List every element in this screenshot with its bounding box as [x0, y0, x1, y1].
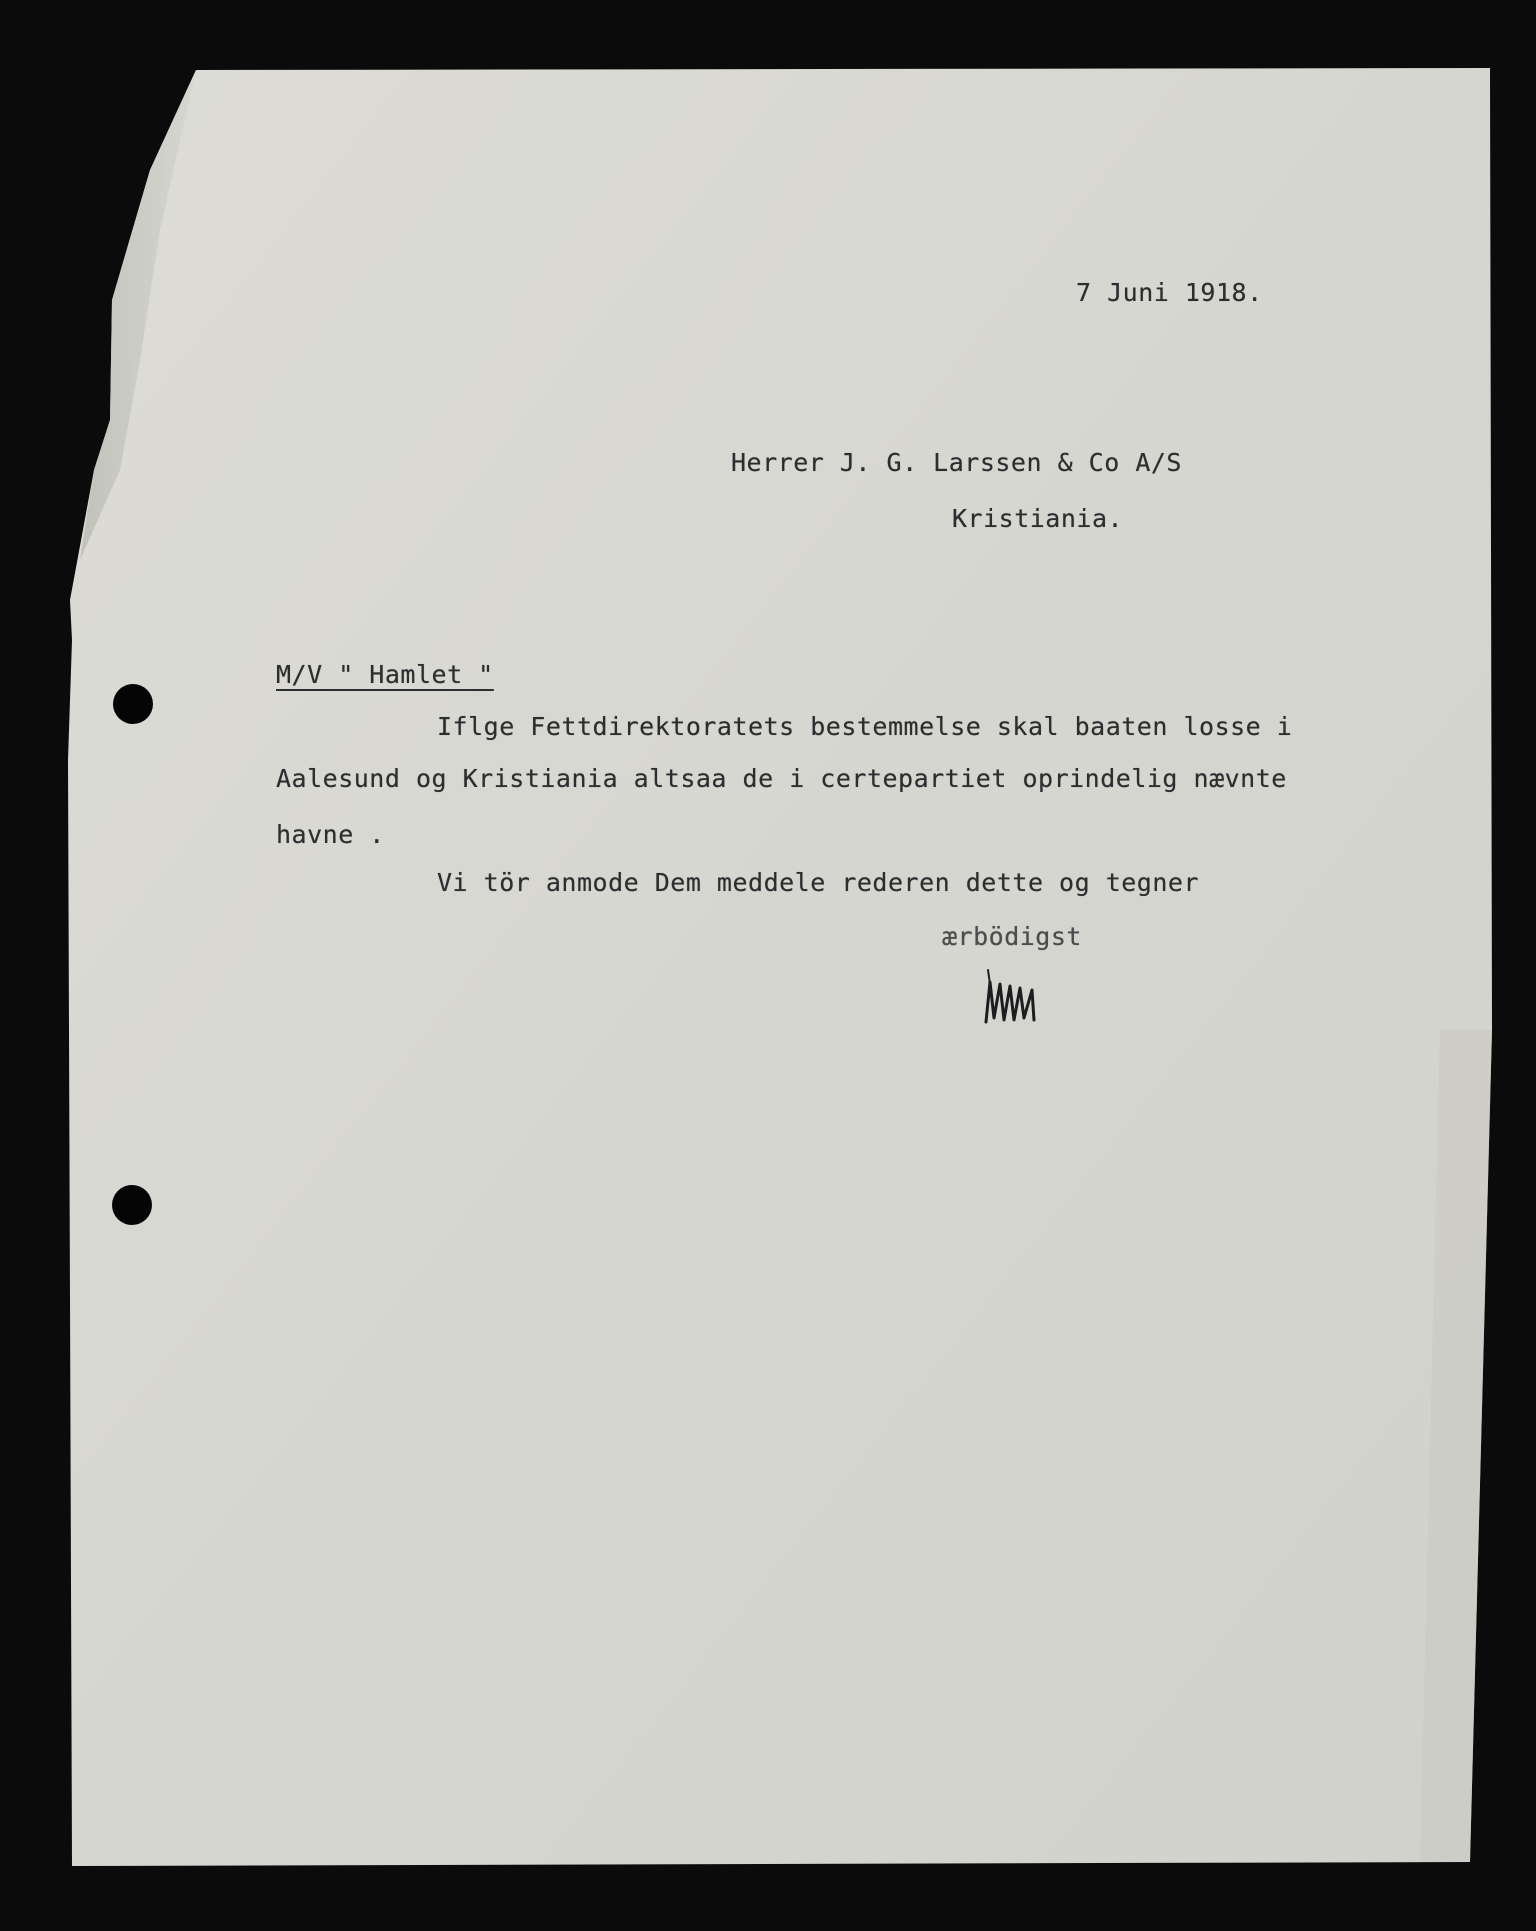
letter-date: 7 Juni 1918.: [1076, 278, 1263, 307]
letter-closing: ærbödigst: [942, 922, 1082, 951]
handwritten-signature: [980, 960, 1040, 1030]
punch-hole-top: [113, 684, 153, 724]
letter-subject: M/V " Hamlet ": [276, 660, 494, 689]
recipient-city: Kristiania.: [952, 504, 1124, 533]
punch-hole-bottom: [112, 1185, 152, 1225]
body-line: Iflge Fettdirektoratets bestemmelse skal baaten losse i: [437, 712, 1293, 741]
body-line: havne .: [276, 820, 385, 849]
body-line: Vi tör anmode Dem meddele rederen dette og tegner: [437, 868, 1200, 897]
paper-body: [68, 68, 1492, 1866]
body-line: Aalesund og Kristiania altsaa de i certepartiet oprindelig nævnte: [276, 764, 1287, 793]
recipient-name: Herrer J. G. Larssen & Co A/S: [731, 448, 1182, 477]
